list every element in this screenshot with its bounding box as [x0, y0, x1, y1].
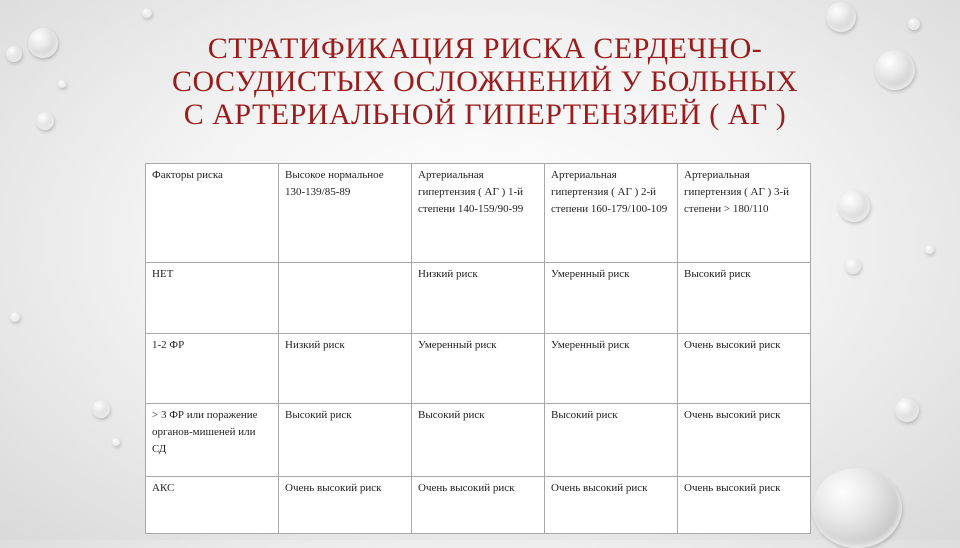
water-drop-decoration: [908, 18, 920, 30]
table-cell: Умеренный риск: [545, 263, 678, 334]
table-cell: Высокий риск: [678, 263, 811, 334]
table-cell: Высокий риск: [412, 404, 545, 477]
table-cell: Умеренный риск: [545, 334, 678, 404]
water-drop-decoration: [895, 398, 919, 422]
water-drop-decoration: [826, 2, 856, 32]
table-cell: Очень высокий риск: [545, 477, 678, 534]
water-drop-decoration: [36, 112, 54, 130]
header-cell-ag-grade-1: Артериальная гипертензия ( АГ ) 1-й степени 140-159/90-99: [412, 164, 545, 263]
water-drop-decoration: [92, 400, 110, 418]
water-drop-decoration: [10, 312, 20, 322]
slide-title: СТРАТИФИКАЦИЯ РИСКА СЕРДЕЧНО-СОСУДИСТЫХ ОСЛОЖНЕНИЙ У БОЛЬНЫХ С АРТЕРИАЛЬНОЙ ГИПЕРТЕНЗИЕЙ ( АГ ): [171, 32, 799, 131]
water-drop-decoration: [112, 438, 120, 446]
table-cell: Низкий риск: [279, 334, 412, 404]
header-cell-ag-grade-2: Артериальная гипертензия ( АГ ) 2-й степени 160-179/100-109: [545, 164, 678, 263]
risk-stratification-table: [145, 163, 811, 534]
water-drop-decoration: [838, 190, 870, 222]
water-drop-decoration: [925, 245, 934, 254]
water-drop-decoration: [142, 8, 152, 18]
table-row: [146, 477, 811, 534]
water-drop-decoration: [28, 28, 58, 58]
water-drop-decoration: [6, 46, 22, 62]
header-cell-risk-factors: Факторы риска: [146, 164, 279, 263]
table-cell: Очень высокий риск: [678, 404, 811, 477]
table-cell: Очень высокий риск: [412, 477, 545, 534]
water-drop-decoration: [812, 468, 902, 548]
water-drop-decoration: [875, 50, 915, 90]
table-row: [146, 263, 811, 334]
header-cell-ag-grade-3: Артериальная гипертензия ( АГ ) 3-й степени > 180/110: [678, 164, 811, 263]
table-cell: Высокий риск: [545, 404, 678, 477]
header-cell-high-normal: Высокое нормальное 130-139/85-89: [279, 164, 412, 263]
table-row: [146, 404, 811, 477]
table-cell: Высокий риск: [279, 404, 412, 477]
table-row: [146, 334, 811, 404]
water-drop-decoration: [845, 258, 861, 274]
row-label-cell: АКС: [146, 477, 279, 534]
water-drop-decoration: [58, 80, 66, 88]
table-cell: Очень высокий риск: [678, 334, 811, 404]
row-label-cell: 1-2 ФР: [146, 334, 279, 404]
table-cell: Очень высокий риск: [279, 477, 412, 534]
row-label-cell: > 3 ФР или поражение органов-мишеней или СД: [146, 404, 279, 477]
table-cell: Очень высокий риск: [678, 477, 811, 534]
table-cell: [279, 263, 412, 334]
table-cell: Низкий риск: [412, 263, 545, 334]
table-cell: Умеренный риск: [412, 334, 545, 404]
table-header-row: [146, 164, 811, 263]
row-label-cell: НЕТ: [146, 263, 279, 334]
